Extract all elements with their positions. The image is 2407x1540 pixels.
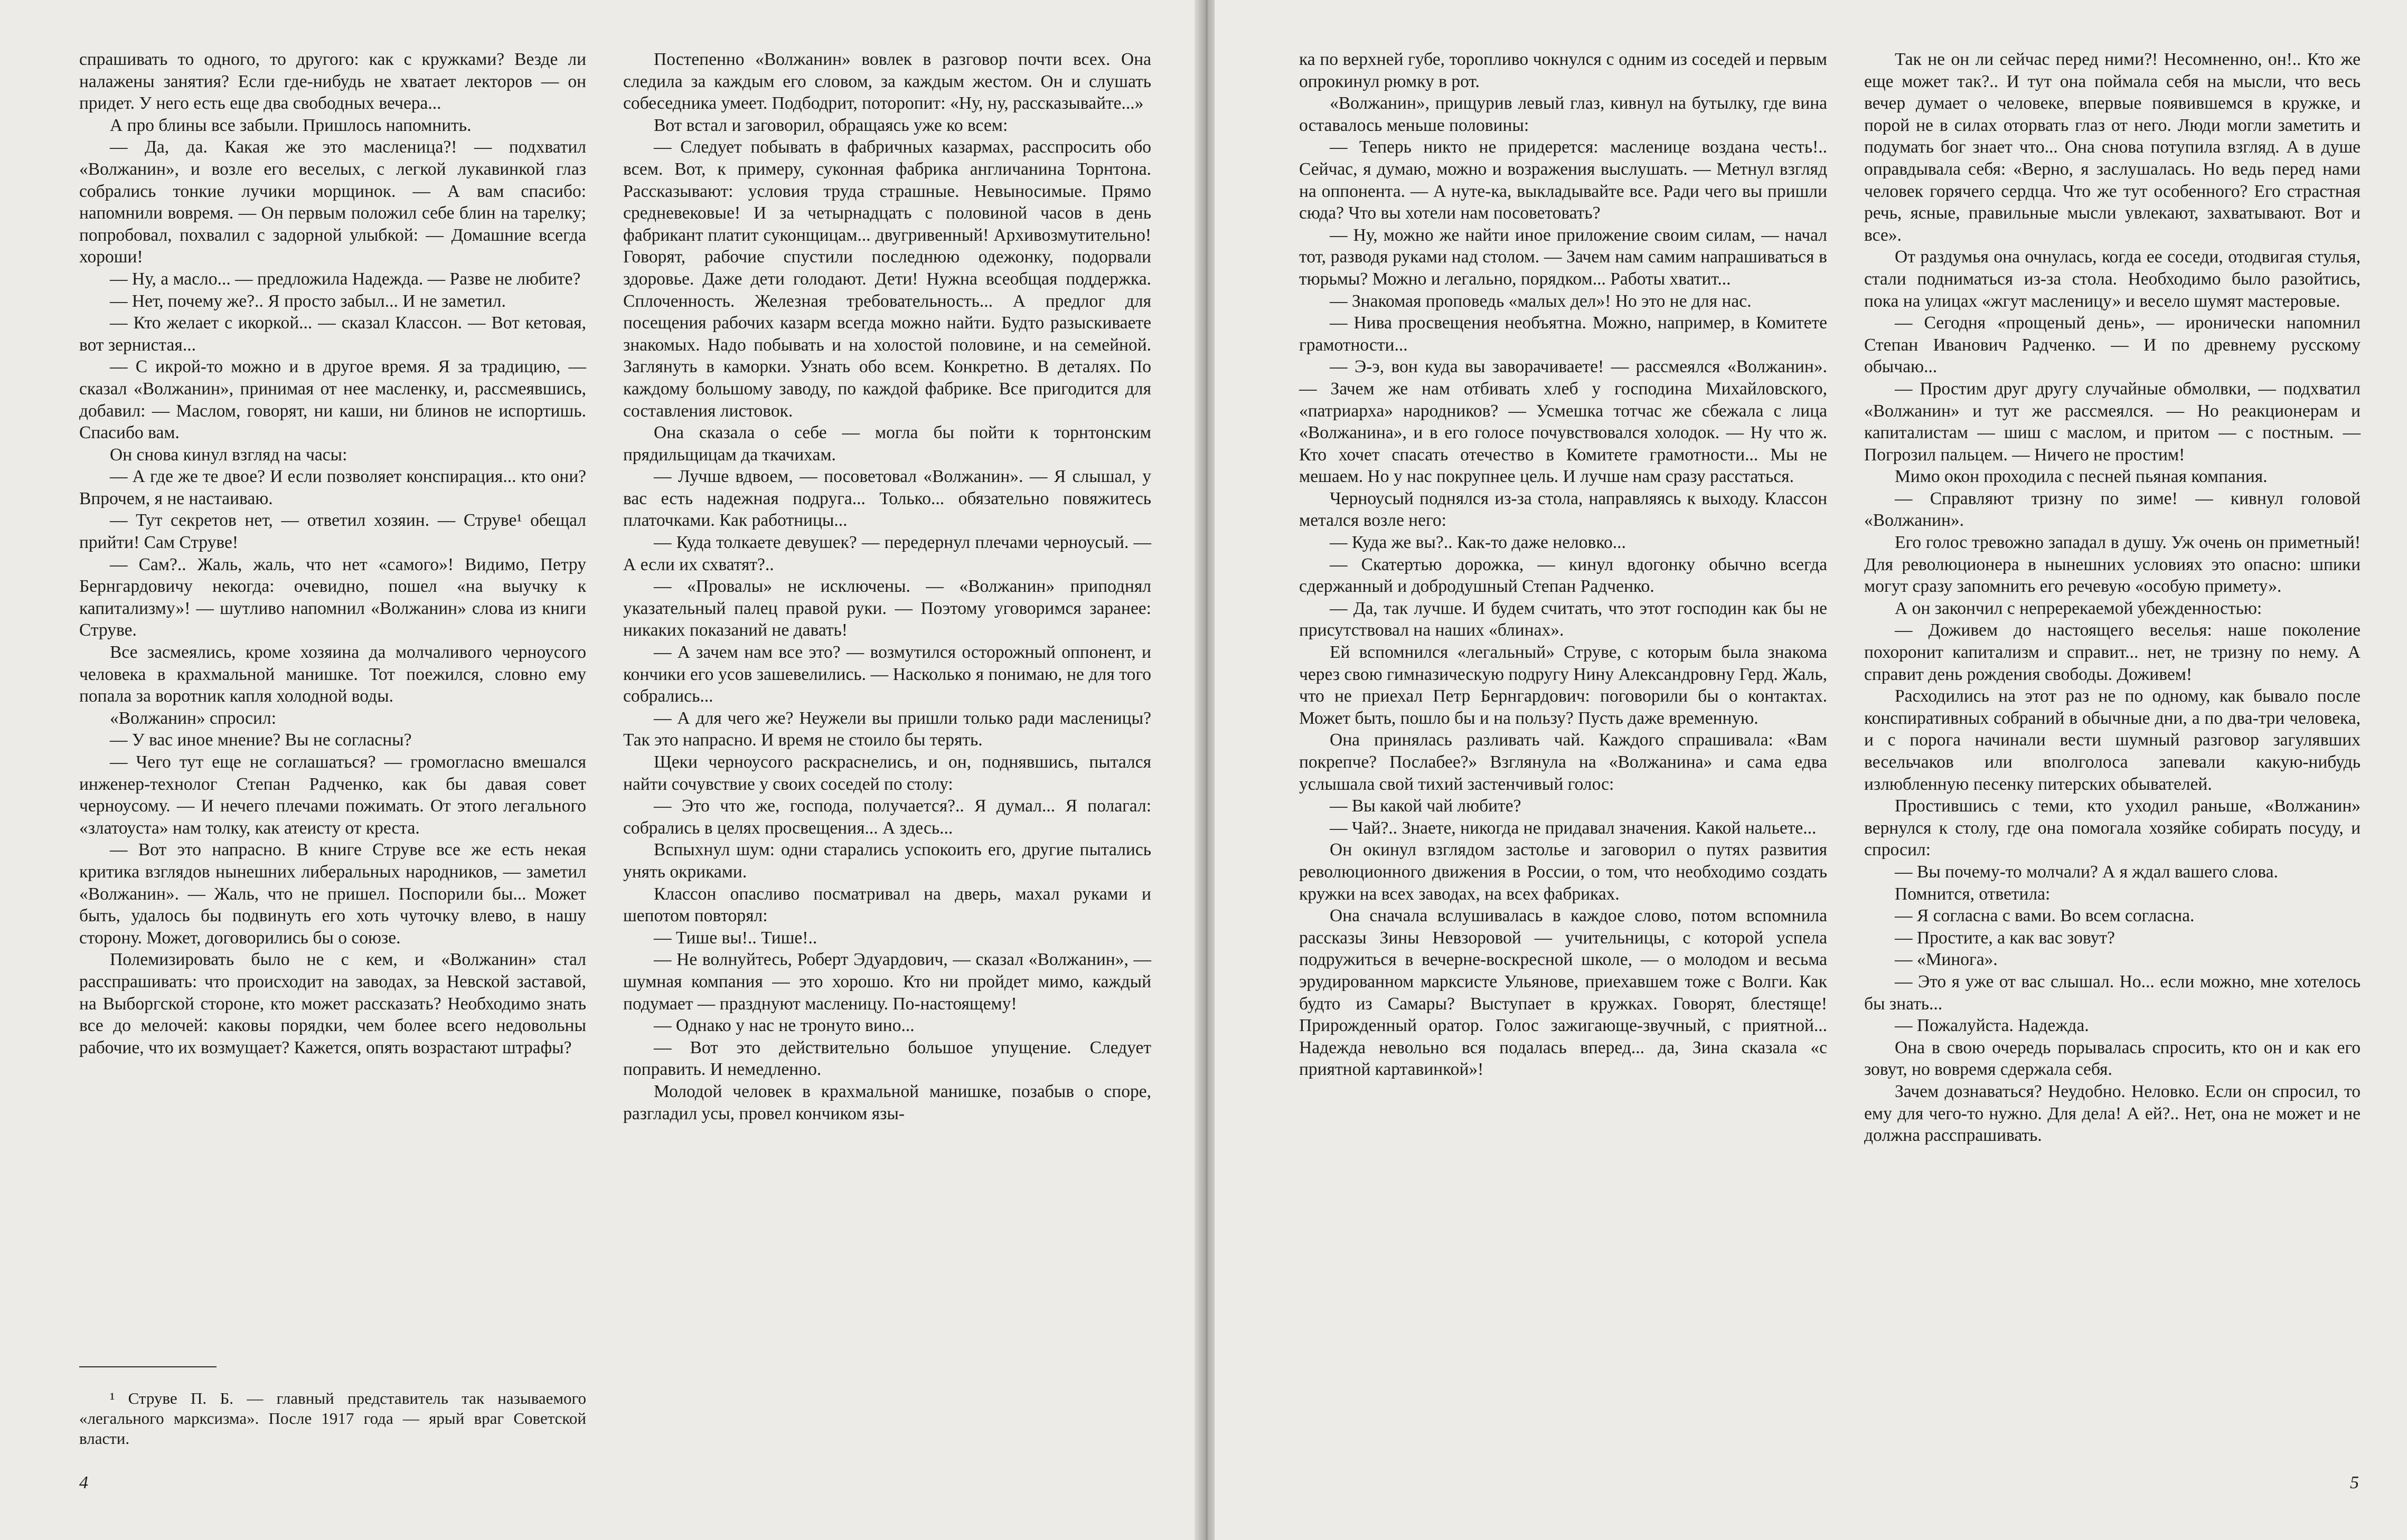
paragraph: Она сначала вслушивалась в каждое слово, потом вспомнила рассказы Зины Невзоровой — учительницы, с которой успела подружиться в вечерне-воскресной школе, — о молодом и весьма эрудированном марксисте Ульянове, приехавшем тоже с Волги. Как будто из Самары? Выступает в кружках. Говорят, блестяще! Прирожденный оратор. Голос зажигающе-звучный, с приятной... Надежда невольно вся подалась вперед... да, Зина сказала «с приятной картавинкой»! (1299, 906, 1827, 1080)
paragraph: — Да, так лучше. И будем считать, что этот господин как бы не присутствовал на наших «блинах». (1299, 598, 1827, 640)
paragraph: Черноусый поднялся из-за стола, направляясь к выходу. Классон метался возле него: (1299, 488, 1827, 531)
paragraph: — А зачем нам все это? — возмутился осторожный оппонент, и кончики его усов зашевелились. — Насколько я понимаю, не для того собрались... (623, 643, 1151, 706)
paragraph: А про блины все забыли. Пришлось напомнить. (110, 115, 472, 135)
paragraph: — Куда же вы?.. Как-то даже неловко... (1330, 533, 1626, 553)
paragraph: — Кто желает с икоркой... — сказал Классон. — Вот кетовая, вот зернистая... (79, 313, 586, 355)
paragraph: «Волжанин» спросил: (110, 708, 276, 728)
paragraph: — Э-э, вон куда вы заворачиваете! — рассмеялся «Волжанин». — Зачем же нам отбивать хлеб у господина Михайловского, «патриарха» народников? — Усмешка тотчас же сбежала с лица «Волжанина», и в его голосе почувствовался холодок. — Ну что ж. Кто хочет спасать отечество в Комитете грамотности... Мы не мешаем. Но у нас покрупнее цель. И лучше нам сразу расстаться. (1299, 357, 1827, 487)
paragraph: — Вы какой чай любите? (1330, 796, 1521, 816)
paragraph: — Ну, а масло... — предложила Надежда. — Разве не любите? (110, 269, 581, 289)
paragraph: — Нива просвещения необъятна. Можно, например, в Комитете грамотности... (1299, 313, 1827, 355)
paragraph: — Справляют тризну по зиме! — кивнул головой «Волжанин». (1864, 488, 2361, 531)
paragraph: Молодой человек в крахмальной манишке, позабыв о споре, разгладил усы, провел кончиком язы- (623, 1081, 1151, 1123)
paragraph: Расходились на этот раз не по одному, как бывало после конспиративных собраний в обычные дни, а по два-три человека, и с порога начинали вести шумный разговор загулявших весельчаков или вполголоса запевали какую-нибудь излюбленную песенку питерских обывателей. (1864, 686, 2361, 794)
paragraph: — «Минога». (1895, 950, 1998, 970)
paragraph: — Не волнуйтесь, Роберт Эдуардович, — сказал «Волжанин», — шумная компания — это хорошо. Кто ни пройдет мимо, каждый подумает — празднуют масленицу. По-настоящему! (623, 950, 1151, 1014)
paragraph: — Пожалуйста. Надежда. (1895, 1016, 2089, 1036)
paragraph: — Это что же, господа, получается?.. Я думал... Я полагал: собрались в целях просвещения... А здесь... (623, 796, 1151, 838)
paragraph: Она сказала о себе — могла бы пойти к торнтонским прядильщицам да ткачихам. (623, 423, 1151, 465)
paragraph: — Да, да. Какая же это масленица?! — подхватил «Волжанин», и возле его веселых, с легкой лукавинкой глаз собрались тонкие лучики морщинок. — А вам спасибо: напомнили вовремя. — Он первым положил себе блин на тарелку; попробовал, похвалил с задорной улыбкой: — Домашние всегда хороши! (79, 137, 586, 267)
paragraph: Постепенно «Волжанин» вовлек в разговор почти всех. Она следила за каждым его словом, за каждым жестом. Он и слушать собеседника умеет. Подбодрит, поторопит: «Ну, ну, рассказывайте...» (623, 50, 1151, 114)
paragraph: Он снова кинул взгляд на часы: (110, 445, 347, 465)
footnote-text: ¹ Струве П. Б. — главный представитель так называемого «легального марксизма». После 1917 года — ярый враг Советской власти. (79, 1389, 586, 1448)
paragraph: А он закончил с непререкаемой убежденностью: (1895, 598, 2262, 618)
paragraph: Классон опасливо посматривал на дверь, махал руками и шепотом повторял: (623, 884, 1151, 926)
page-number-right: 5 (2350, 1473, 2359, 1492)
paragraph: — Вот это действительно большое упущение. Следует поправить. И немедленно. (623, 1037, 1151, 1080)
paragraph: От раздумья она очнулась, когда ее соседи, отодвигая стулья, стали подниматься из-за стола. Необходимо было разойтись, пока на улицах «жгут масленицу» и весело шумят мастеровые. (1864, 247, 2361, 311)
paragraph: — Сегодня «прощеный день», — иронически напомнил Степан Иванович Радченко. — И по древнему русскому обычаю... (1864, 313, 2361, 377)
paragraph: — У вас иное мнение? Вы не согласны? (110, 730, 412, 750)
paragraph: — С икрой-то можно и в другое время. Я за традицию, — сказал «Волжанин», принимая от нее масленку, и, рассмеявшись, добавил: — Маслом, говорят, ни каши, ни блинов не испортишь. Спасибо вам. (79, 357, 586, 443)
left-page-column-2 (623, 49, 1151, 1125)
paragraph: — Простите, а как вас зовут? (1895, 928, 2115, 948)
paragraph: — «Провалы» не исключены. — «Волжанин» приподнял указательный палец правой руки. — Поэтому уговоримся заранее: никаких показаний не давать! (623, 577, 1151, 640)
right-page-column-1 (1299, 49, 1827, 1081)
paragraph: Она принялась разливать чай. Каждого спрашивала: «Вам покрепче? Послабее?» Взглянула на «Волжанина» и сама едва услышала свой тихий застенчивый голос: (1299, 730, 1827, 794)
paragraph: — Теперь никто не придерется: масленице воздана честь!.. Сейчас, я думаю, можно и возражения выслушать. — Метнул взгляд на оппонента. — А нуте-ка, выкладывайте все. Ради чего вы пришли сюда? Что вы хотели нам посоветовать? (1299, 137, 1827, 223)
paragraph: — Куда толкаете девушек? — передернул плечами черноусый. — А если их схватят?.. (623, 533, 1151, 574)
paragraph: — Чего тут еще не соглашаться? — громогласно вмешался инженер-технолог Степан Радченко, как бы давая совет черноусому. — И нечего плечами пожимать. От этого легального «златоуста» нам толку, как атеисту от креста. (79, 752, 586, 838)
page-number-left: 4 (79, 1473, 88, 1492)
paragraph: — Вы почему-то молчали? А я ждал вашего слова. (1895, 862, 2278, 882)
paragraph: Вспыхнул шум: одни старались успокоить его, другие пытались унять окриками. (623, 840, 1151, 882)
paragraph: Ей вспомнился «легальный» Струве, с которым была знакома через свою гимназическую подругу Нину Александровну Герд. Жаль, что не приехал Петр Бернгардович: поговорили бы о контактах. Может быть, пошло бы и на пользу? Пусть даже временную. (1299, 643, 1827, 728)
paragraph: «Волжанин», прищурив левый глаз, кивнул на бутылку, где вина оставалось меньше половины: (1299, 93, 1827, 135)
paragraph: Простившись с теми, кто уходил раньше, «Волжанин» вернулся к столу, где она помогала хозяйке собирать посуду, и спросил: (1864, 796, 2361, 860)
paragraph: — Сам?.. Жаль, жаль, что нет «самого»! Видимо, Петру Бернгардовичу некогда: очевидно, пошел «на выучку к капитализму»! — шутливо напомнил «Волжанин» слова из книги Струве. (79, 554, 586, 640)
paragraph: — Тише вы!.. Тише!.. (654, 928, 817, 948)
paragraph: — Вот это напрасно. В книге Струве все же есть некая критика взглядов нынешних либеральных народников, — заметил «Волжанин». — Жаль, что не пришел. Поспорили бы... Может быть, удалось бы подвинуть его хоть чуточку влево, в нашу сторону. Может, договорились бы о союзе. (79, 840, 586, 948)
footnote (79, 1388, 586, 1449)
paragraph: — Нет, почему же?.. Я просто забыл... И не заметил. (110, 291, 506, 311)
paragraph: — А где же те двое? И если позволяет конспирация... кто они? Впрочем, я не настаиваю. (79, 467, 586, 508)
left-page (0, 0, 1199, 1540)
paragraph: Все засмеялись, кроме хозяина да молчаливого черноусого человека в крахмальной манишке. Тот поежился, словно ему попала за воротник капля холодной воды. (79, 643, 586, 706)
paragraph: Полемизировать было не с кем, и «Волжанин» стал расспрашивать: что происходит на заводах, за Невской заставой, на Выборгской стороне, кто может рассказать? Необходимо знать все до мелочей: каковы порядки, чем более всего недовольны рабочие, что их возмущает? Кажется, опять возрастают штрафы? (79, 950, 586, 1057)
right-page-column-2 (1864, 49, 2361, 1147)
paragraph: Он окинул взглядом застолье и заговорил о путях развития революционного движения в России, о том, что необходимо создать кружки на всех заводах, на всех фабриках. (1299, 840, 1827, 904)
paragraph: — Следует побывать в фабричных казармах, расспросить обо всем. Вот, к примеру, суконная фабрика англичанина Торнтона. Рассказывают: условия труда страшные. Невыносимые. Прямо средневековые! И за четырнадцать с половиной часов в день фабрикант платит суконщицам... двугривенный! Архивозмутительно! Говорят, рабочие спустили последнюю одежонку, подорвали здоровье. Даже дети голодают. Дети! Нужна всеобщая поддержка. Сплоченность. Железная требовательность... А предлог для посещения рабочих казарм всегда можно найти. Будто разыскиваете знакомых. Надо побывать и на холостой половине, и на семейной. Заглянуть в каморки. Узнать обо всем. Конкретно. В деталях. По каждому большому заводу, по каждой фабрике. Все пригодится для составления листовок. (623, 137, 1151, 421)
right-page (1215, 0, 2407, 1540)
paragraph: Его голос тревожно западал в душу. Уж очень он приметный! Для революционера в нынешних условиях это опасно: шпики могут сразу запомнить его речевую «особую примету». (1864, 533, 2361, 597)
left-page-column-1 (79, 49, 586, 1059)
paragraph: Вот встал и заговорил, обращаясь уже ко всем: (654, 115, 1008, 135)
paragraph: — Это я уже от вас слышал. Но... если можно, мне хотелось бы знать... (1864, 971, 2361, 1014)
paragraph: — А для чего же? Неужели вы пришли только ради масленицы? Так это напрасно. И время не стоило бы терять. (623, 708, 1151, 750)
paragraph: — Доживем до настоящего веселья: наше поколение похоронит капитализм и справит... нет, не тризну по нему. А справит день рождения свободы. Доживем! (1864, 620, 2361, 684)
paragraph: ка по верхней губе, торопливо чокнулся с одним из соседей и первым опрокинул рюмку в рот. (1299, 50, 1827, 91)
paragraph: спрашивать то одного, то другого: как с кружками? Везде ли налажены занятия? Если где-нибудь не хватает лекторов — он придет. У него есть еще два свободных вечера... (79, 50, 586, 114)
paragraph: — Знакомая проповедь «малых дел»! Но это не для нас. (1330, 291, 1752, 311)
paragraph: — Чай?.. Знаете, никогда не придавал значения. Какой нальете... (1330, 818, 1817, 838)
paragraph: Мимо окон проходила с песней пьяная компания. (1895, 467, 2268, 487)
paragraph: — Лучше вдвоем, — посоветовал «Волжанин». — Я слышал, у вас есть надежная подруга... Только... обязательно повяжитесь платочками. Как работницы... (623, 467, 1151, 531)
paragraph: Она в свою очередь порывалась спросить, кто он и как его зовут, но вовремя сдержала себя. (1864, 1037, 2361, 1080)
paragraph: — Простим друг другу случайные обмолвки, — подхватил «Волжанин» и тут же рассмеялся. — Но реакционерам и капиталистам — шиш с маслом, и притом — с постным. — Погрозил пальцем. — Ничего не простим! (1864, 379, 2361, 465)
paragraph: — Скатертью дорожка, — кинул вдогонку обычно всегда сдержанный и добродушный Степан Радченко. (1299, 554, 1827, 597)
paragraph: Щеки черноусого раскраснелись, и он, поднявшись, пытался найти сочувствие у своих соседей по столу: (623, 752, 1151, 794)
paragraph: — Ну, можно же найти иное приложение своим силам, — начал тот, разводя руками над столом. — Зачем нам самим напрашиваться в тюрьмы? Можно и легально, порядком... Работы хватит... (1299, 225, 1827, 289)
paragraph: Так не он ли сейчас перед ними?! Несомненно, он!.. Кто же еще может так?.. И тут она поймала себя на мысли, что весь вечер думает о человеке, впервые появившемся в кружке, и порой не в силах оторвать глаз от него. Люди могли заметить и подумать бог знает что... Она снова потупила взгляд. А в душе оправдывала себя: «Верно, я заслушалась. Но ведь перед нами человек горячего сердца. Что же тут особенного? Его страстная речь, ясные, правильные мысли увлекают, захватывают. Вот и все». (1864, 50, 2361, 245)
footnote-divider (79, 1366, 217, 1367)
paragraph: Зачем дознаваться? Неудобно. Неловко. Если он спросил, то ему для чего-то нужно. Для дела! А ей?.. Нет, она не может и не должна расспрашивать. (1864, 1081, 2361, 1146)
paragraph: — Однако у нас не тронуто вино... (654, 1016, 915, 1036)
paragraph: Помнится, ответила: (1895, 884, 2051, 904)
paragraph: — Тут секретов нет, — ответил хозяин. — Струве¹ обещал прийти! Сам Струве! (79, 511, 586, 553)
paragraph: — Я согласна с вами. Во всем согласна. (1895, 906, 2195, 926)
